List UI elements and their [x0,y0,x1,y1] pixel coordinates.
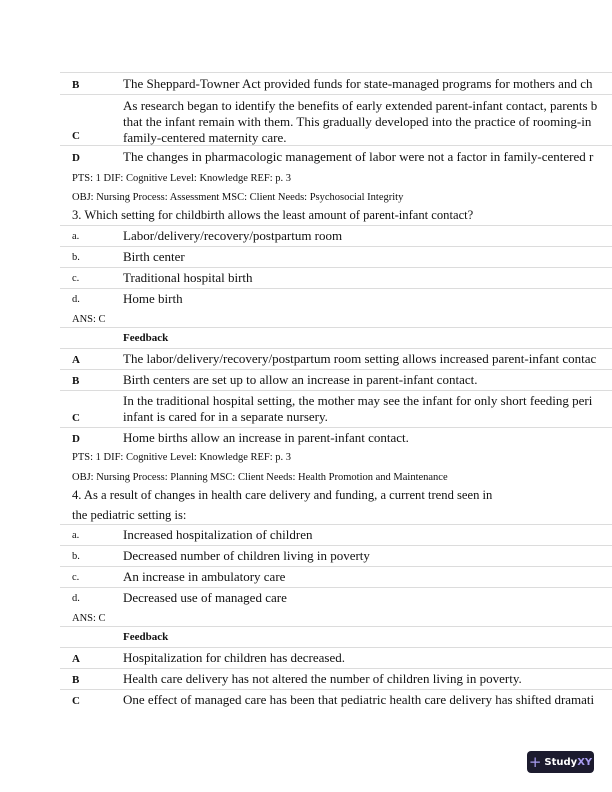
pts-line: PTS: 1 DIF: Cognitive Level: Knowledge REF: p. 3 [72,452,292,463]
feedback-row [60,145,612,168]
feedback-header-row [60,626,612,647]
feedback-key: C [72,130,80,142]
plus-icon: + [528,752,542,771]
option-key: a. [72,530,80,541]
feedback-text: Home births allow an increase in parent-infant contact. [123,430,409,445]
pts-line: PTS: 1 DIF: Cognitive Level: Knowledge REF: p. 3 [72,173,292,184]
option-text: Labor/delivery/recovery/postpartum room [123,228,343,243]
feedback-row [60,668,612,689]
option-row[interactable] [60,246,612,267]
option-text: Decreased use of managed care [123,590,287,605]
feedback-text: that the infant remain with them. This gradually developed into the practice of rooming-in [123,114,592,129]
feedback-row [60,348,612,369]
option-key: a. [72,231,80,242]
option-key: c. [72,572,80,583]
option-text: Home birth [123,291,183,306]
studyxy-badge[interactable] [527,751,594,773]
feedback-text: Birth centers are set up to allow an increase in parent-infant contact. [123,372,478,387]
feedback-key: B [72,375,80,387]
feedback-text: infant is cared for in a separate nursery. [123,409,328,424]
option-text: Increased hospitalization of children [123,527,313,542]
option-row[interactable] [60,225,612,246]
feedback-text: As research began to identify the benefits of early extended parent-infant contact, parents b [123,98,598,113]
feedback-key: D [72,433,80,445]
option-key: d. [72,294,80,305]
feedback-text: The changes in pharmacologic management of labor were not a factor in family-centered r [123,149,594,164]
option-text: Decreased number of children living in poverty [123,548,370,563]
feedback-text: In the traditional hospital setting, the mother may see the infant for only short feeding peri [123,393,593,408]
feedback-key: D [72,152,80,164]
feedback-header: Feedback [123,332,169,344]
option-row[interactable] [60,267,612,288]
feedback-row [60,72,612,95]
question-stem: the pediatric setting is: [72,508,187,522]
obj-line: OBJ: Nursing Process: Assessment MSC: Client Needs: Psychosocial Integrity [72,192,404,203]
brand-label: StudyXY [544,756,593,768]
question-stem: 3. Which setting for childbirth allows the least amount of parent-infant contact? [72,208,474,222]
option-row[interactable] [60,566,612,587]
feedback-key: C [72,695,80,707]
option-text: Traditional hospital birth [123,270,253,285]
feedback-key: B [72,674,80,686]
feedback-key: A [72,354,80,366]
feedback-text: Health care delivery has not altered the number of children living in poverty. [123,671,522,686]
option-key: b. [72,551,80,562]
feedback-row [60,647,612,668]
answer-line: ANS: C [72,314,106,325]
feedback-row [60,689,612,710]
question-stem: 4. As a result of changes in health care delivery and funding, a current trend seen in [72,488,493,502]
feedback-header: Feedback [123,631,169,643]
feedback-text: One effect of managed care has been that pediatric health care delivery has shifted dramati [123,692,595,707]
answer-line: ANS: C [72,613,106,624]
option-row[interactable] [60,545,612,566]
feedback-text: family-centered maternity care. [123,130,287,145]
feedback-row [60,369,612,390]
feedback-key: A [72,653,80,665]
option-row[interactable] [60,524,612,545]
feedback-text: The labor/delivery/recovery/postpartum room setting allows increased parent-infant contac [123,351,597,366]
option-key: b. [72,252,80,263]
feedback-header-row [60,327,612,348]
option-text: Birth center [123,249,185,264]
option-key: c. [72,273,80,284]
feedback-text: Hospitalization for children has decreased. [123,650,345,665]
option-row[interactable] [60,587,612,608]
option-key: d. [72,593,80,604]
feedback-key: C [72,412,80,424]
option-text: An increase in ambulatory care [123,569,286,584]
feedback-text: The Sheppard-Towner Act provided funds for state-managed programs for mothers and ch [123,76,593,91]
feedback-row [60,94,612,145]
feedback-key: B [72,79,80,91]
obj-line: OBJ: Nursing Process: Planning MSC: Client Needs: Health Promotion and Maintenance [72,472,448,483]
feedback-row [60,427,612,448]
option-row[interactable] [60,288,612,309]
feedback-row [60,390,612,427]
